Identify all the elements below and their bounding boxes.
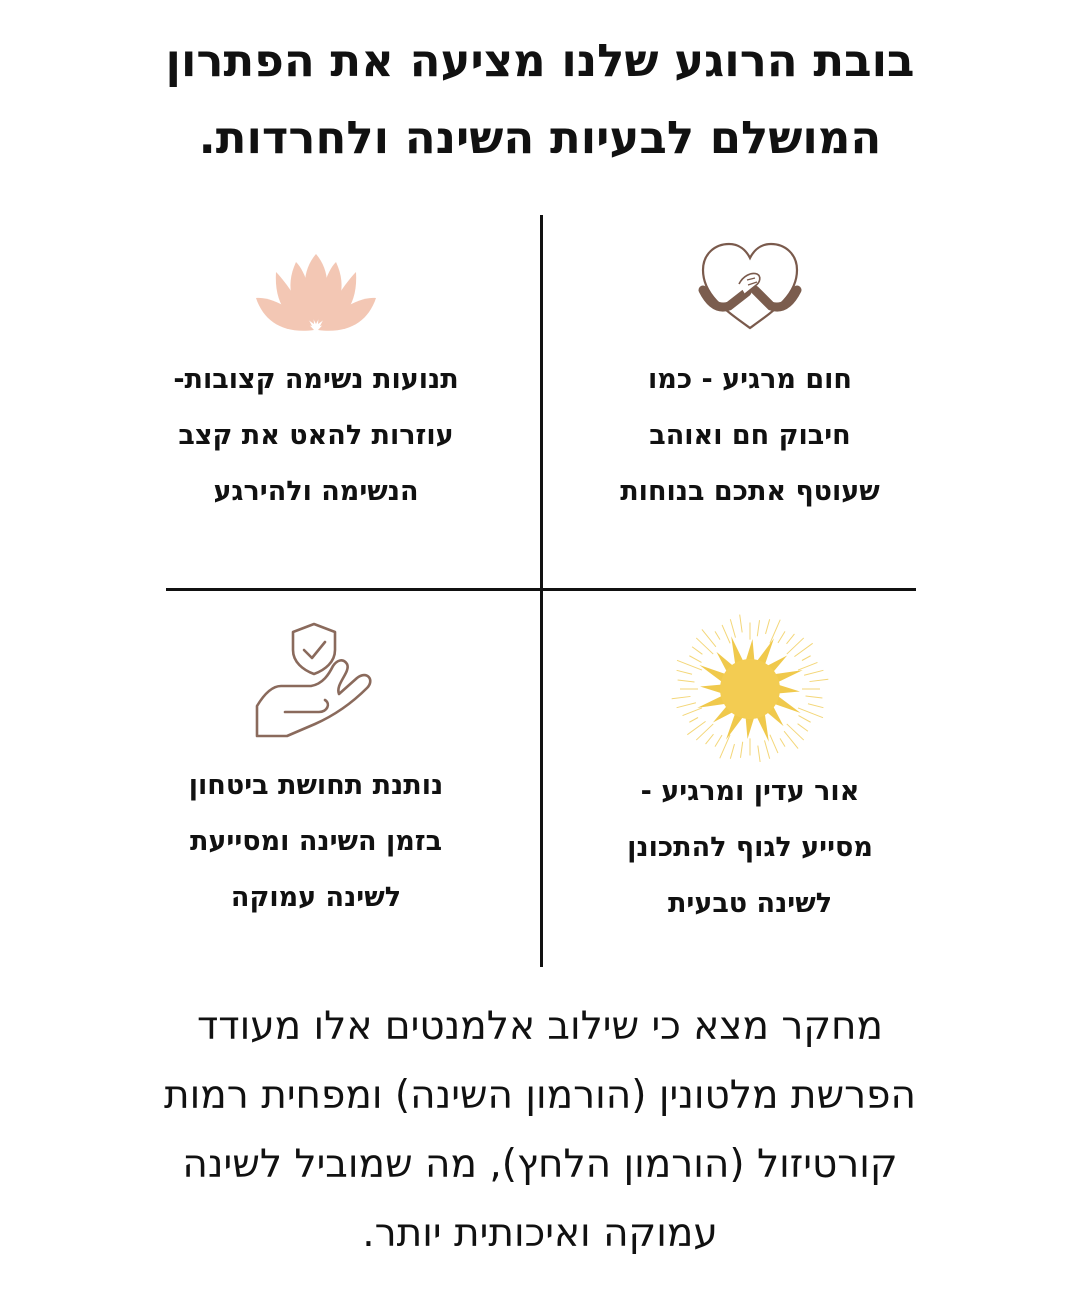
feature-breathing-line-1: תנועות נשימה קצובות- (173, 364, 459, 395)
feature-breathing-text (126, 352, 506, 520)
sun-icon (665, 612, 835, 762)
feature-light-text (560, 764, 940, 932)
feature-breathing-line-3: הנשימה ולהירגע (213, 476, 419, 507)
research-line-2: הפרשת מלטונין (הורמון השינה) ומפחית רמות (164, 1073, 916, 1118)
research-paragraph (60, 992, 1020, 1268)
feature-breathing (126, 240, 506, 540)
horizontal-divider (166, 588, 916, 591)
feature-light (560, 610, 940, 940)
lotus-icon (254, 248, 378, 338)
feature-warmth-line-1: חום מרגיע - כמו (648, 364, 852, 395)
hand-shield-icon (251, 620, 381, 750)
feature-warmth (560, 240, 940, 540)
feature-security-text (126, 758, 506, 926)
title-line-2: המושלם לבעיות השינה ולחרדות. (198, 111, 882, 164)
feature-warmth-line-3: שעוטף אתכם בנוחות (620, 476, 880, 507)
vertical-divider (540, 215, 543, 967)
heart-hug-icon (695, 240, 805, 340)
research-line-3: קורטיזול (הורמון הלחץ), מה שמוביל לשינה (182, 1142, 898, 1187)
feature-security-line-1: נותנת תחושת ביטחון (188, 770, 444, 801)
feature-light-line-2: מסייע לגוף להתכונן (627, 832, 873, 863)
title-line-1: בובת הרוגע שלנו מציעה את הפתרון (165, 34, 915, 87)
feature-security-line-2: בזמן השינה ומסייעת (189, 826, 443, 857)
feature-warmth-text (560, 352, 940, 520)
page-title (60, 22, 1020, 176)
research-line-1: מחקר מצא כי שילוב אלמנטים אלו מעודד (197, 1004, 883, 1049)
feature-warmth-line-2: חיבוק חם ואוהב (649, 420, 851, 451)
feature-breathing-line-2: עוזרות להאט את קצב (178, 420, 454, 451)
feature-security-line-3: לשינה עמוקה (230, 882, 402, 913)
research-line-4: עמוקה ואיכותית יותר. (362, 1211, 718, 1256)
feature-light-line-3: לשינה טבעית (667, 888, 833, 919)
feature-security (126, 610, 506, 940)
feature-light-line-1: אור עדין ומרגיע - (640, 776, 860, 807)
